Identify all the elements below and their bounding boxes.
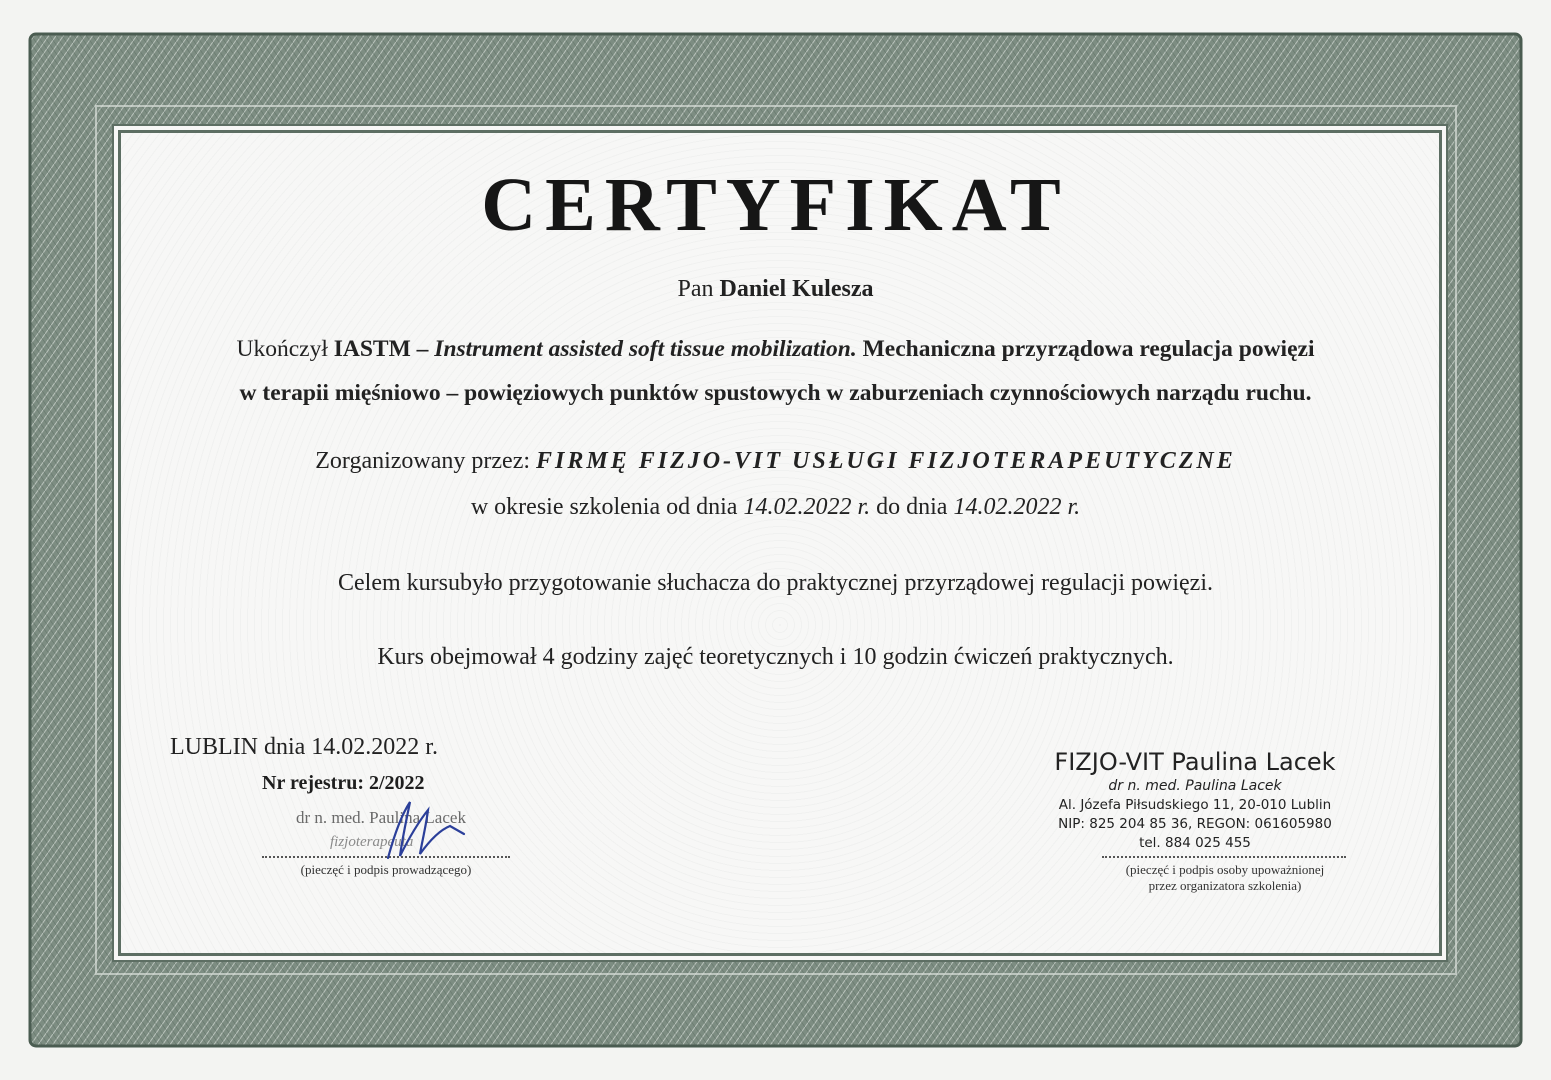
date-to: 14.02.2022 r. xyxy=(953,494,1081,520)
course-english-name: Instrument assisted soft tissue mobilization. xyxy=(434,336,857,362)
recipient-prefix: Pan xyxy=(677,276,714,302)
course-code: IASTM – xyxy=(333,336,429,362)
course-description-1: Mechaniczna przyrządowa regulacja powięzi xyxy=(862,336,1315,362)
issuer-left-block xyxy=(170,734,550,877)
issuer-right-stamp xyxy=(1010,748,1380,851)
right-caption-line-1: (pieczęć i podpis osoby upoważnionej xyxy=(1125,862,1325,877)
company-name: FIZJO-VIT Paulina Lacek xyxy=(1054,748,1336,776)
company-ids: NIP: 825 204 85 36, REGON: 061605980 xyxy=(1058,816,1332,832)
right-caption-line-2: przez organizatora szkolenia) xyxy=(1148,878,1302,893)
period-to-label: do dnia xyxy=(876,494,948,520)
completed-label: Ukończył xyxy=(236,336,328,362)
left-stamp-subtitle: fizjoterapeuta xyxy=(330,834,414,850)
right-signature-caption xyxy=(1070,862,1380,894)
certificate-title: CERTYFIKAT xyxy=(481,163,1070,247)
recipient-line xyxy=(0,276,1551,303)
course-goal: Celem kursubyło przygotowanie słuchacza do praktycznej przyrządowej regulacji powięzi. xyxy=(338,570,1213,596)
handwritten-signature xyxy=(380,796,470,866)
organizer-line xyxy=(0,448,1551,475)
course-description-2: w terapii mięśniowo – powięziowych punktów spustowych w zaburzeniach czynnościowych narządu ruchu. xyxy=(239,380,1312,406)
left-stamp-name: dr n. med. Paulina Lacek xyxy=(296,808,466,827)
organizer-name: FIRMĘ FIZJO-VIT USŁUGI FIZJOTERAPEUTYCZNE xyxy=(536,448,1236,474)
company-phone: tel. 884 025 455 xyxy=(1139,835,1251,851)
right-signature-line xyxy=(1102,856,1346,858)
place-date: LUBLIN dnia 14.02.2022 r. xyxy=(170,734,438,760)
organized-label: Zorganizowany przez: xyxy=(315,448,531,474)
course-hours: Kurs obejmował 4 godziny zajęć teoretycznych i 10 godzin ćwiczeń praktycznych. xyxy=(377,644,1174,670)
period-label: w okresie szkolenia od dnia xyxy=(470,494,738,520)
course-line-1 xyxy=(0,336,1551,363)
recipient-name: Daniel Kulesza xyxy=(719,276,874,302)
registry-number: Nr rejestru: 2/2022 xyxy=(262,772,425,794)
company-person-title: dr n. med. Paulina Lacek xyxy=(1108,778,1282,794)
company-address: Al. Józefa Piłsudskiego 11, 20-010 Lublin xyxy=(1058,797,1332,813)
date-from: 14.02.2022 r. xyxy=(743,494,871,520)
period-line xyxy=(0,494,1551,521)
left-signature-caption: (pieczęć i podpis prowadzącego) xyxy=(300,862,472,877)
